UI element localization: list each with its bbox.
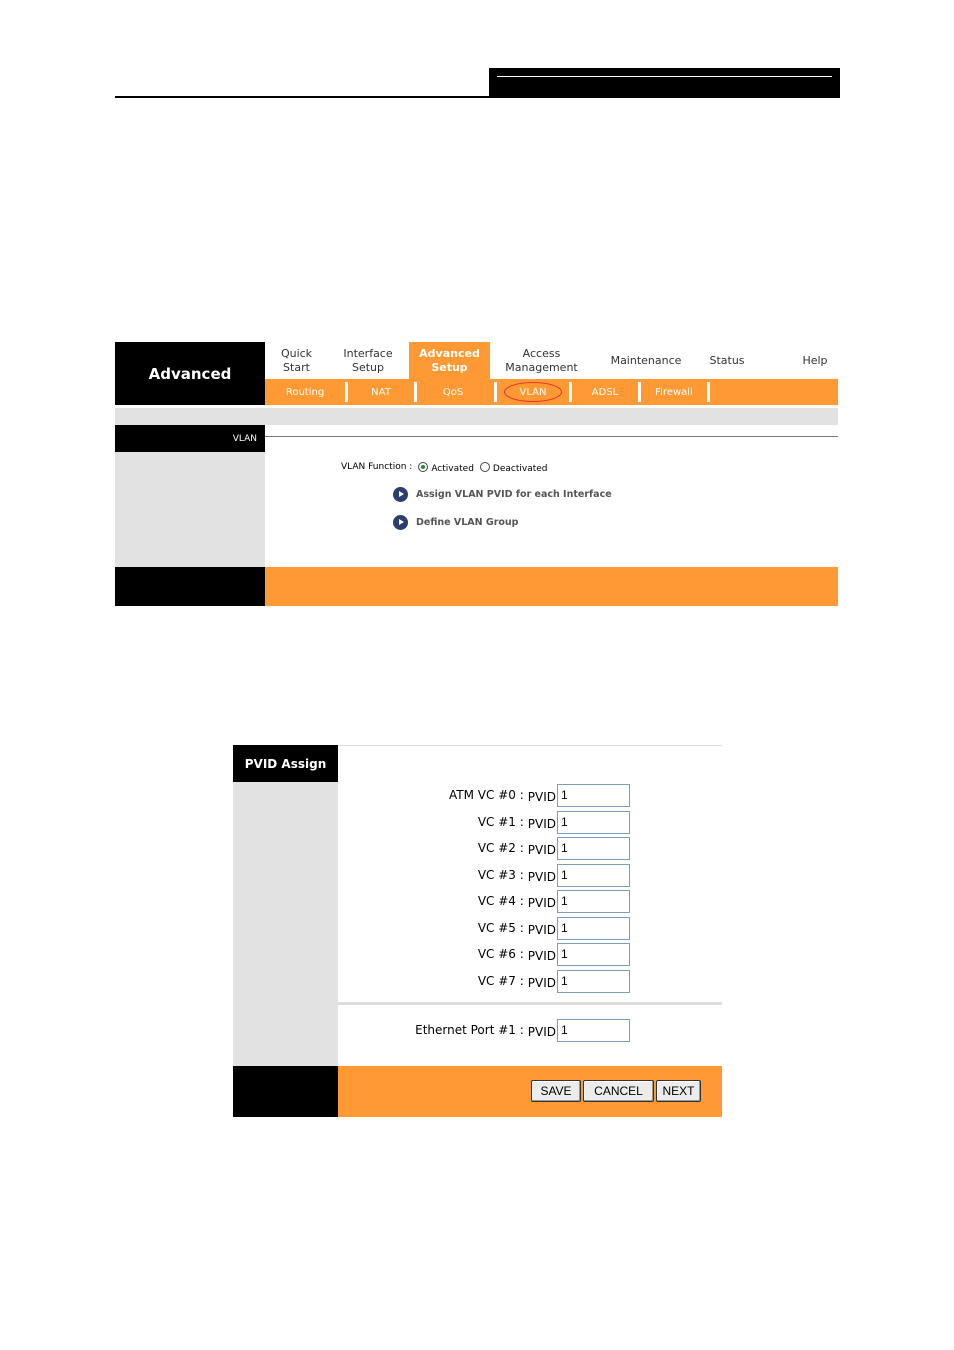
radio-activated[interactable] — [418, 462, 428, 472]
pvid-input-vc2[interactable] — [557, 837, 630, 860]
arrow-right-icon — [393, 487, 408, 502]
radio-deactivated-label: Deactivated — [492, 464, 548, 474]
nav-maintenance[interactable]: Maintenance — [610, 353, 682, 367]
subnav-qos[interactable]: QoS — [442, 386, 464, 398]
subnav-vlan[interactable] — [510, 382, 556, 402]
top-nav — [265, 342, 838, 379]
section-rule — [338, 1002, 722, 1005]
link-assign-pvid-label: Assign VLAN PVID for each Interface — [416, 489, 612, 500]
side-panel — [233, 782, 338, 1066]
pvid-row-label: VC #6 : — [477, 947, 524, 961]
nav-quick-start[interactable]: Quick Start — [280, 346, 313, 374]
vlan-function-row — [341, 460, 548, 474]
nav-advanced-setup[interactable]: Advanced Setup — [409, 342, 490, 379]
subnav-vlan-label: VLAN — [519, 386, 547, 398]
pvid-label: PVID — [527, 817, 556, 831]
next-button[interactable]: NEXT — [656, 1080, 701, 1102]
section-rule — [265, 436, 838, 437]
header-block — [489, 68, 840, 97]
pvid-row-label: VC #2 : — [477, 841, 524, 855]
footer-black — [115, 567, 265, 606]
pvid-input-vc5[interactable] — [557, 917, 630, 940]
pvid-row-atm-vc0 — [449, 783, 630, 807]
arrow-right-icon — [393, 515, 408, 530]
nav-interface-setup[interactable]: Interface Setup — [343, 346, 393, 374]
save-button[interactable]: SAVE — [531, 1080, 581, 1102]
subnav-adsl[interactable]: ADSL — [591, 386, 619, 398]
sub-nav — [265, 379, 838, 405]
vlan-content — [265, 452, 838, 567]
subnav-firewall[interactable]: Firewall — [655, 386, 693, 398]
link-define-vlan-group[interactable] — [393, 515, 518, 530]
section-label-vlan: VLAN — [115, 425, 265, 452]
subnav-routing[interactable]: Routing — [285, 386, 325, 398]
pvid-input-vc6[interactable] — [557, 943, 630, 966]
side-panel — [115, 452, 265, 567]
pvid-input-vc3[interactable] — [557, 864, 630, 887]
pvid-input-vc4[interactable] — [557, 890, 630, 913]
pvid-input-vc0[interactable] — [557, 784, 630, 807]
nav-access-management[interactable]: Access Management — [505, 346, 578, 374]
pvid-label: PVID — [527, 790, 556, 804]
pvid-row-vc6 — [478, 942, 630, 966]
pvid-label: PVID — [527, 843, 556, 857]
link-define-vlan-group-label: Define VLAN Group — [416, 517, 519, 528]
pvid-row-vc4 — [478, 889, 630, 913]
cancel-button[interactable]: CANCEL — [583, 1080, 654, 1102]
vlan-function-label: VLAN Function : — [341, 462, 413, 472]
nav-help[interactable]: Help — [802, 353, 828, 367]
top-rule — [338, 745, 722, 746]
pvid-row-vc2 — [478, 836, 630, 860]
brand-label: Advanced — [115, 342, 265, 405]
pvid-label: PVID — [527, 949, 556, 963]
pvid-row-vc7 — [478, 969, 630, 993]
link-assign-pvid[interactable] — [393, 487, 612, 502]
pvid-row-label: VC #3 : — [477, 868, 524, 882]
pvid-label: PVID — [527, 870, 556, 884]
pvid-label: PVID — [527, 1025, 556, 1039]
pvid-row-label: VC #1 : — [477, 815, 524, 829]
pvid-assign-title: PVID Assign — [233, 745, 338, 782]
pvid-row-vc3 — [478, 863, 630, 887]
pvid-row-label: VC #7 : — [477, 974, 524, 988]
highlight-oval — [504, 382, 562, 402]
pvid-label: PVID — [527, 896, 556, 910]
footer-orange — [265, 567, 838, 606]
radio-activated-label: Activated — [431, 464, 474, 474]
pvid-label: PVID — [527, 923, 556, 937]
router-ui-screenshot — [115, 342, 838, 606]
pvid-label: PVID — [527, 976, 556, 990]
pvid-row-vc1 — [478, 810, 630, 834]
pvid-row-ethernet-port1 — [415, 1018, 630, 1042]
nav-status[interactable]: Status — [709, 353, 745, 367]
pvid-row-label: ATM VC #0 : — [449, 788, 524, 802]
pvid-row-vc5 — [478, 916, 630, 940]
pvid-row-label: VC #5 : — [477, 921, 524, 935]
pvid-input-vc1[interactable] — [557, 811, 630, 834]
radio-deactivated[interactable] — [480, 462, 490, 472]
pvid-assign-screenshot — [233, 745, 722, 1117]
header-rule — [115, 96, 840, 98]
pvid-input-vc7[interactable] — [557, 970, 630, 993]
gray-divider-bar — [115, 408, 838, 425]
subnav-nat[interactable]: NAT — [371, 386, 391, 398]
pvid-row-label: Ethernet Port #1 : — [415, 1023, 524, 1037]
pvid-row-label: VC #4 : — [477, 894, 524, 908]
footer-black — [233, 1066, 338, 1117]
pvid-input-ethernet1[interactable] — [557, 1019, 630, 1042]
